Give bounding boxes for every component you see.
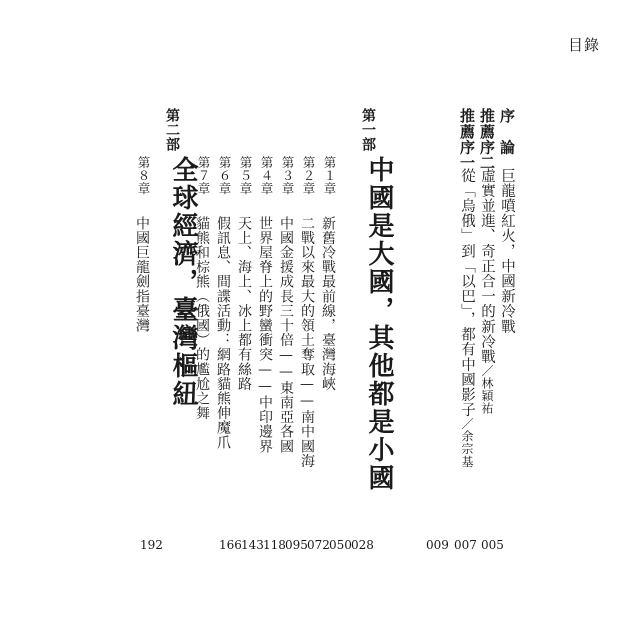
chapter-num-8: 第８章 [136, 156, 151, 196]
front-entry-2[interactable] [477, 168, 498, 415]
front-entry-3[interactable] [497, 168, 518, 334]
chapter-num-5: 第５章 [238, 156, 253, 196]
page-num-ch1: 028 [351, 538, 374, 552]
front-title-3: 巨龍噴紅火，中國新冷戰 [499, 168, 515, 335]
chapter-title-6[interactable]: 假訊息、間諜活動：網路貓熊伸魔爪 [215, 216, 231, 450]
part-title-2: 全球經濟，臺灣樞紐 [168, 156, 198, 408]
chapter-title-7[interactable]: 貓熊和棕熊（俄國）的尷尬之舞 [194, 216, 210, 421]
page-num-ch2: 050 [329, 538, 352, 552]
chapter-title-1[interactable]: 新舊冷戰最前線，臺灣海峽 [320, 216, 336, 392]
page-num-ch5: 118 [263, 538, 286, 552]
chapter-num-1: 第１章 [322, 156, 337, 196]
chapter-title-8[interactable]: 中國巨龍劍指臺灣 [134, 216, 150, 333]
front-title-2: 虛實並進、奇正合一的新冷戰 [479, 168, 495, 365]
page-num-ch3: 072 [307, 538, 330, 552]
part-label-2: 第二部 [164, 108, 180, 152]
chapter-num-2: 第２章 [301, 156, 316, 196]
page-num-front-3: 009 [426, 538, 449, 552]
chapter-num-7: 第７章 [196, 156, 211, 196]
page-title: 目錄 [567, 36, 600, 54]
front-entry-1[interactable] [457, 168, 478, 468]
front-author-2: ／林穎祐 [480, 364, 494, 415]
front-author-1: ／余宗基 [460, 417, 474, 468]
chapter-title-4[interactable]: 世界屋脊上的野蠻衝突——中印邊界 [257, 216, 273, 454]
part-title-1: 中國是大國，其他都是小國 [364, 156, 394, 492]
front-label-1: 推薦序一 [458, 108, 476, 171]
chapter-title-5[interactable]: 天上、海上、冰上都有絲路 [236, 216, 252, 392]
part-label-1: 第一部 [360, 108, 376, 152]
page-num-front-2: 007 [454, 538, 477, 552]
page-num-ch7: 166 [219, 538, 242, 552]
front-label-2: 推薦序二 [478, 108, 496, 171]
chapter-num-3: 第３章 [280, 156, 295, 196]
chapter-num-6: 第６章 [217, 156, 232, 196]
front-title-1: 從「烏俄」到「以巴」，都有中國影子 [459, 168, 475, 418]
page-num-front-1: 005 [481, 538, 504, 552]
front-label-3: 序 論 [498, 108, 516, 155]
chapter-title-2[interactable]: 二戰以來最大的領土奪取——南中國海 [299, 216, 315, 469]
chapter-num-4: 第４章 [259, 156, 274, 196]
page-num-ch4: 095 [285, 538, 308, 552]
page-num-ch6: 143 [241, 538, 264, 552]
page-num-ch8: 192 [140, 538, 163, 552]
chapter-title-3[interactable]: 中國金援成長三十倍——東南亞各國 [278, 216, 294, 454]
